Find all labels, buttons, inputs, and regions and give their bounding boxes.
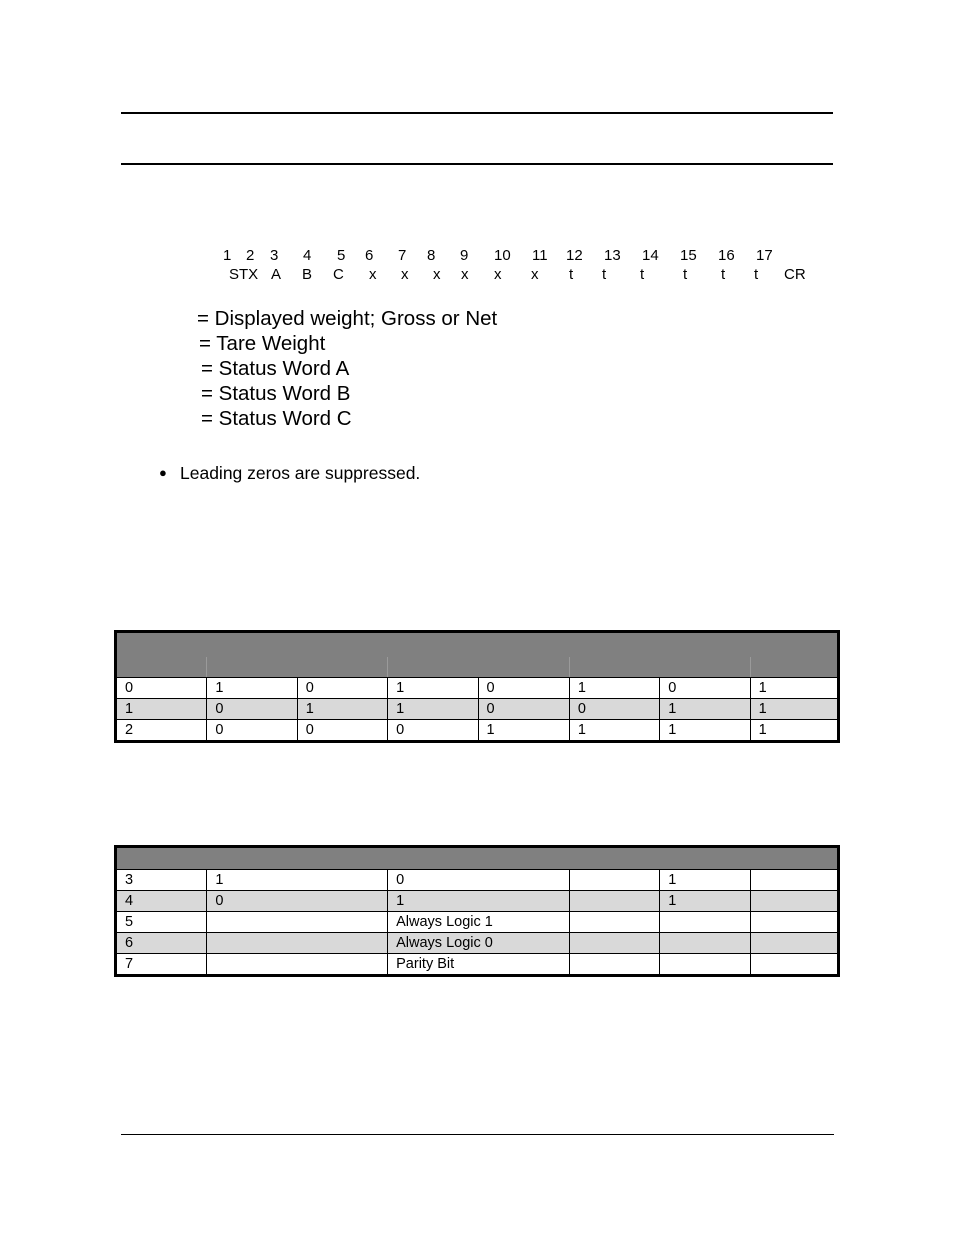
status-bits-table-b	[114, 845, 840, 977]
code-label: x	[461, 266, 469, 283]
table-cell	[207, 954, 388, 976]
table-row	[116, 933, 839, 954]
code-label: x	[369, 266, 377, 283]
code-label: x	[531, 266, 539, 283]
table-cell	[660, 933, 750, 954]
table-row	[116, 870, 839, 891]
code-label: t	[640, 266, 645, 283]
position-label: 12	[566, 247, 583, 264]
table-cell: Always Logic 0	[388, 933, 570, 954]
legend-item: = Tare Weight	[199, 332, 326, 355]
table-header	[116, 847, 839, 870]
table-cell: 0	[388, 870, 570, 891]
table-cell: 3	[116, 870, 207, 891]
table-cell: 1	[207, 870, 388, 891]
table-cell: 0	[207, 720, 297, 742]
code-label: t	[683, 266, 688, 283]
position-label: 1	[223, 247, 232, 264]
position-label: 8	[427, 247, 436, 264]
table-cell: 1	[750, 699, 838, 720]
code-label: B	[302, 266, 313, 283]
table-cell	[569, 912, 659, 933]
table-row	[116, 912, 839, 933]
position-label: 4	[303, 247, 312, 264]
table-cell: 1	[660, 699, 750, 720]
position-label: 11	[532, 247, 548, 264]
position-label: 5	[337, 247, 346, 264]
position-label: 7	[398, 247, 407, 264]
table-cell: 0	[569, 699, 659, 720]
code-label: t	[569, 266, 574, 283]
table-cell	[660, 912, 750, 933]
status-bits-table-a	[114, 630, 840, 743]
table-cell: 1	[297, 699, 387, 720]
table-cell: 1	[116, 699, 207, 720]
table-cell: 1	[569, 678, 659, 699]
table-cell: 0	[388, 720, 478, 742]
code-label: CR	[784, 266, 806, 283]
footer-rule	[121, 1134, 834, 1135]
table-row	[116, 678, 839, 699]
table-cell: 4	[116, 891, 207, 912]
table-cell	[750, 891, 838, 912]
table-cell: 0	[207, 699, 297, 720]
table-cell: 1	[569, 720, 659, 742]
position-label: 14	[642, 247, 659, 264]
table-row	[116, 720, 839, 742]
table-cell	[569, 870, 659, 891]
legend-item: = Status Word B	[201, 382, 351, 405]
position-label: 16	[718, 247, 735, 264]
table-cell: 1	[750, 678, 838, 699]
table-cell: 1	[660, 720, 750, 742]
table-cell: 1	[660, 870, 750, 891]
table-cell: 6	[116, 933, 207, 954]
code-label: STX	[229, 266, 259, 283]
table-cell: 1	[388, 891, 570, 912]
code-label: x	[401, 266, 409, 283]
header-rule-bottom	[121, 163, 833, 165]
table-header	[116, 632, 839, 658]
table-cell: 5	[116, 912, 207, 933]
code-label: A	[271, 266, 282, 283]
table-cell: 1	[207, 678, 297, 699]
table-cell: 0	[478, 678, 569, 699]
code-label: t	[721, 266, 726, 283]
code-label: x	[433, 266, 441, 283]
table-row	[116, 954, 839, 976]
table-cell: Parity Bit	[388, 954, 570, 976]
table-cell: 0	[297, 720, 387, 742]
code-label: C	[333, 266, 344, 283]
code-label: t	[602, 266, 607, 283]
position-label: 17	[756, 247, 773, 264]
legend-item: = Status Word C	[201, 407, 352, 430]
position-label: 13	[604, 247, 621, 264]
table-cell	[207, 912, 388, 933]
header-rule-top	[121, 112, 833, 114]
table-cell: 0	[297, 678, 387, 699]
table-header	[116, 657, 839, 678]
code-label: t	[754, 266, 759, 283]
position-label: 9	[460, 247, 469, 264]
bullet-icon: ●	[159, 465, 167, 480]
table-row	[116, 891, 839, 912]
table-cell: 1	[388, 678, 478, 699]
table-cell	[750, 933, 838, 954]
legend-item: = Displayed weight; Gross or Net	[197, 307, 498, 330]
table-cell	[660, 954, 750, 976]
position-label: 15	[680, 247, 697, 264]
position-label: 2	[246, 247, 255, 264]
table-cell: 1	[388, 699, 478, 720]
legend-item: = Status Word A	[201, 357, 350, 380]
table-cell: 0	[116, 678, 207, 699]
table-cell: 1	[660, 891, 750, 912]
table-cell: 0	[207, 891, 388, 912]
table-cell: 0	[660, 678, 750, 699]
table-cell	[750, 912, 838, 933]
position-label: 3	[270, 247, 279, 264]
note-text: Leading zeros are suppressed.	[180, 463, 421, 483]
table-cell: 2	[116, 720, 207, 742]
table-row	[116, 699, 839, 720]
table-cell: 0	[478, 699, 569, 720]
table-cell	[750, 870, 838, 891]
table-cell	[750, 954, 838, 976]
table-cell: 7	[116, 954, 207, 976]
table-cell	[569, 891, 659, 912]
table-cell: 1	[750, 720, 838, 742]
position-label: 6	[365, 247, 374, 264]
table-cell	[569, 933, 659, 954]
table-cell: 1	[478, 720, 569, 742]
code-label: x	[494, 266, 502, 283]
position-label: 10	[494, 247, 511, 264]
table-cell: Always Logic 1	[388, 912, 570, 933]
table-cell	[569, 954, 659, 976]
table-cell	[207, 933, 388, 954]
